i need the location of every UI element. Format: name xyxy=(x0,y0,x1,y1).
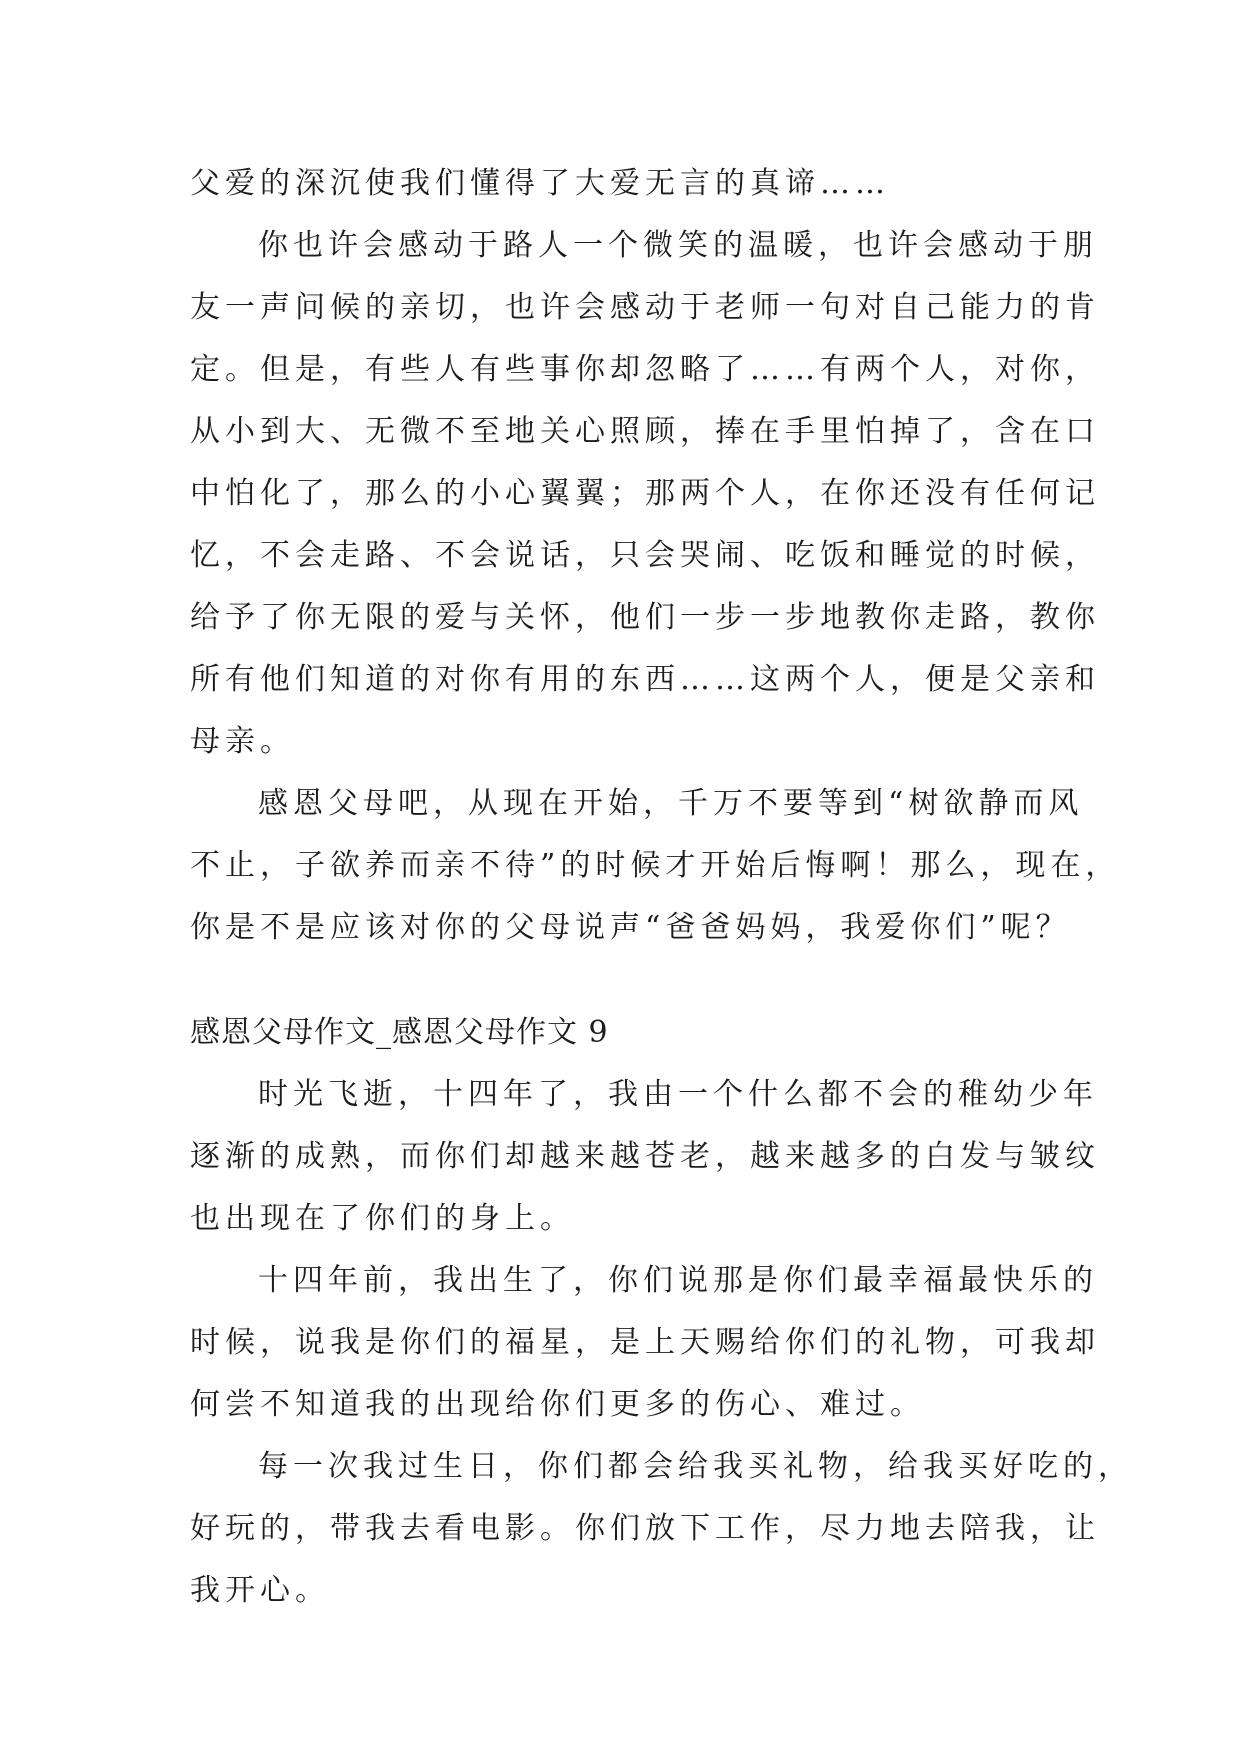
text-line: 忆，不会走路、不会说话，只会哭闹、吃饭和睡觉的时候， xyxy=(190,538,1100,573)
text-line: 不止，子欲养而亲不待”的时候才开始后悔啊！那么，现在， xyxy=(190,848,1121,883)
text-line: 我开心。 xyxy=(190,1573,330,1608)
paragraph-first-line: 每一次我过生日，你们都会给我买礼物，给我买好吃的， xyxy=(258,1449,1133,1484)
text-line: 母亲。 xyxy=(190,724,295,759)
paragraph-first-line: 你也许会感动于路人一个微笑的温暖，也许会感动于朋 xyxy=(258,228,1098,263)
text-line: 时候，说我是你们的福星，是上天赐给你们的礼物，可我却 xyxy=(190,1325,1100,1360)
text-line: 友一声问候的亲切，也许会感动于老师一句对自己能力的肯 xyxy=(190,290,1100,325)
text-line: 也出现在了你们的身上。 xyxy=(190,1201,575,1236)
text-line: 好玩的，带我去看电影。你们放下工作，尽力地去陪我，让 xyxy=(190,1511,1100,1546)
text-line: 所有他们知道的对你有用的东西……这两个人，便是父亲和 xyxy=(190,662,1100,697)
section-heading: 感恩父母作文_感恩父母作文 9 xyxy=(190,1015,609,1050)
text-line: 给予了你无限的爱与关怀，他们一步一步地教你走路，教你 xyxy=(190,600,1100,635)
text-line: 何尝不知道我的出现给你们更多的伤心、难过。 xyxy=(190,1387,925,1422)
text-line: 中怕化了，那么的小心翼翼；那两个人，在你还没有任何记 xyxy=(190,476,1100,511)
text-line: 定。但是，有些人有些事你却忽略了……有两个人，对你， xyxy=(190,352,1100,387)
text-line: 父爱的深沉使我们懂得了大爱无言的真谛…… xyxy=(190,166,890,201)
paragraph-first-line: 感恩父母吧，从现在开始，千万不要等到“树欲静而风 xyxy=(258,786,1084,821)
text-line: 从小到大、无微不至地关心照顾，捧在手里怕掉了，含在口 xyxy=(190,414,1100,449)
text-line: 逐渐的成熟，而你们却越来越苍老，越来越多的白发与皱纹 xyxy=(190,1139,1100,1174)
paragraph-first-line: 十四年前，我出生了，你们说那是你们最幸福最快乐的 xyxy=(258,1263,1098,1298)
text-line: 你是不是应该对你的父母说声“爸爸妈妈，我爱你们”呢？ xyxy=(190,910,1071,945)
paragraph-first-line: 时光飞逝，十四年了，我由一个什么都不会的稚幼少年 xyxy=(258,1077,1098,1112)
